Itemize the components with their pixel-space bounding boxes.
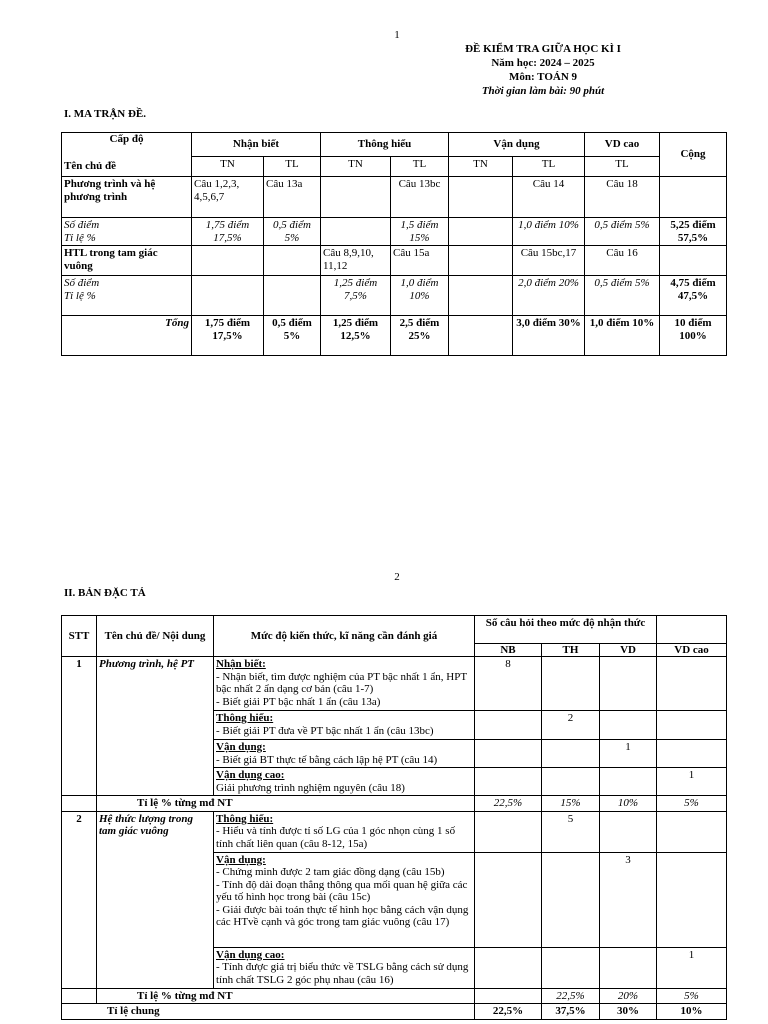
matrix-header-cong: Cộng xyxy=(660,133,727,177)
section-spec-title: II. BẢN ĐẶC TẢ xyxy=(64,587,146,599)
spec-header-count: Số câu hỏi theo mức độ nhận thức xyxy=(475,616,657,644)
matrix-score-label-2 xyxy=(62,276,192,316)
matrix-cell: Câu 8,9,10, 11,12 xyxy=(321,246,391,276)
spec-cell xyxy=(475,947,542,988)
spec-total: 22,5% xyxy=(475,1004,542,1020)
exam-title: ĐỀ KIỂM TRA GIỮA HỌC KÌ I xyxy=(465,43,621,55)
matrix-cell xyxy=(321,177,391,218)
matrix-total-grand: 10 điểm 100% xyxy=(660,316,727,356)
page-number-2: 2 xyxy=(394,571,400,583)
spec-ratio-label-1: Tỉ lệ % từng mđ NT xyxy=(97,796,475,812)
spec-level-nb-1 xyxy=(214,657,475,711)
spec-cell xyxy=(542,947,600,988)
level-line: - Biết giải PT đưa về PT bậc nhất 1 ẩn (câu 13bc) xyxy=(216,724,434,737)
matrix-score: 0,5 điểm 5% xyxy=(585,276,660,316)
matrix-cell: Câu 18 xyxy=(585,177,660,218)
spec-stt-1: 1 xyxy=(62,657,97,796)
spec-cell xyxy=(600,768,657,796)
matrix-header-vdc: VD cao xyxy=(585,133,660,157)
spec-cell xyxy=(542,852,600,947)
matrix-score: 1,0 điểm 10% xyxy=(391,276,449,316)
spec-ratio: 22,5% xyxy=(542,988,600,1004)
spec-level-vd-1 xyxy=(214,740,475,768)
spec-header-blank xyxy=(657,616,727,644)
matrix-sub-tn: TN xyxy=(321,157,391,177)
spec-count: 5 xyxy=(542,811,600,852)
spec-cell xyxy=(657,811,727,852)
matrix-cell xyxy=(192,246,264,276)
matrix-sub-tn: TN xyxy=(449,157,513,177)
matrix-total: 0,5 điểm 5% xyxy=(264,316,321,356)
spec-cell xyxy=(542,768,600,796)
spec-cell xyxy=(475,811,542,852)
spec-cell xyxy=(475,740,542,768)
spec-stt-2: 2 xyxy=(62,811,97,988)
level-title: Thông hiểu: xyxy=(216,712,274,724)
spec-cell xyxy=(600,657,657,711)
level-line: - Chứng minh được 2 tam giác đồng dạng (câu 15b) xyxy=(216,866,445,878)
spec-cell xyxy=(657,740,727,768)
matrix-score-label-1 xyxy=(62,218,192,246)
spec-cell xyxy=(600,811,657,852)
matrix-cell xyxy=(264,246,321,276)
spec-count: 1 xyxy=(657,947,727,988)
level-line: - Hiểu và tính được tỉ số LG của 1 góc nhọn cùng 1 số tính chất liên quan (câu 8-12, 15a) xyxy=(216,825,456,850)
spec-level-th-1 xyxy=(214,711,475,740)
level-title: Vận dụng cao: xyxy=(216,769,285,781)
spec-ratio: 15% xyxy=(542,796,600,812)
spec-level-vdc-2 xyxy=(214,947,475,988)
matrix-cell: Câu 13bc xyxy=(391,177,449,218)
matrix-cell xyxy=(660,177,727,218)
spec-topic-1: Phương trình, hệ PT xyxy=(97,657,214,796)
matrix-header-nb: Nhận biết xyxy=(192,133,321,157)
spec-cell xyxy=(600,711,657,740)
level-title: Nhận biết: xyxy=(216,658,266,670)
matrix-cell: Câu 16 xyxy=(585,246,660,276)
matrix-topic-2: HTL trong tam giác vuông xyxy=(62,246,192,276)
matrix-cell: Câu 14 xyxy=(513,177,585,218)
ratio-label: Tỉ lệ % xyxy=(64,289,96,302)
matrix-header-vd: Vận dụng xyxy=(449,133,585,157)
matrix-cell xyxy=(449,177,513,218)
matrix-header-level: Cấp độ xyxy=(109,133,144,145)
spec-ratio: 5% xyxy=(657,796,727,812)
spec-level-th-2 xyxy=(214,811,475,852)
spec-header-stt: STT xyxy=(62,616,97,657)
matrix-score: 1,5 điểm 15% xyxy=(391,218,449,246)
matrix-score: 2,0 điểm 20% xyxy=(513,276,585,316)
matrix-sub-tn: TN xyxy=(192,157,264,177)
spec-table xyxy=(61,615,727,1020)
spec-cell xyxy=(657,852,727,947)
matrix-cell xyxy=(449,246,513,276)
level-title: Vận dụng cao: xyxy=(216,948,285,961)
matrix-table xyxy=(61,132,727,356)
matrix-total-label: Tổng xyxy=(62,316,192,356)
matrix-cell xyxy=(321,218,391,246)
spec-cell xyxy=(542,657,600,711)
matrix-cell xyxy=(449,218,513,246)
matrix-sub-tl: TL xyxy=(391,157,449,177)
exam-subject: Môn: TOÁN 9 xyxy=(508,71,578,83)
matrix-sub-tl: TL xyxy=(264,157,321,177)
exam-time: Thời gian làm bài: 90 phút xyxy=(481,85,605,97)
level-title: Vận dụng: xyxy=(216,741,266,753)
matrix-cell: Câu 13a xyxy=(264,177,321,218)
level-line: - Biết giả BT thực tế bằng cách lập hệ PT (câu 14) xyxy=(216,753,438,766)
spec-total-label: Tỉ lệ chung xyxy=(62,1004,475,1020)
spec-cell xyxy=(542,740,600,768)
matrix-cell xyxy=(192,276,264,316)
matrix-score: 0,5 điểm 5% xyxy=(264,218,321,246)
level-title: Vận dụng: xyxy=(216,853,266,866)
matrix-score: 1,0 điểm 10% xyxy=(513,218,585,246)
matrix-score: 0,5 điểm 5% xyxy=(585,218,660,246)
level-line: - Tính độ dài đoạn thẳng thông qua mối quan hệ giữa các yếu tố hình học trong bài (câu 15c) xyxy=(216,878,468,903)
matrix-cell xyxy=(449,316,513,356)
level-line: - Biết giải PT bậc nhất 1 ẩn (câu 13a) xyxy=(216,695,381,708)
spec-cell xyxy=(62,988,97,1004)
spec-total: 37,5% xyxy=(542,1004,600,1020)
matrix-cell: Câu 15a xyxy=(391,246,449,276)
spec-ratio: 5% xyxy=(657,988,727,1004)
matrix-total: 2,5 điểm 25% xyxy=(391,316,449,356)
matrix-cell: Câu 15bc,17 xyxy=(513,246,585,276)
matrix-cell xyxy=(449,276,513,316)
spec-count: 1 xyxy=(657,768,727,796)
spec-header-topic: Tên chủ đề/ Nội dung xyxy=(97,616,214,657)
matrix-score-total: 5,25 điểm 57,5% xyxy=(660,218,727,246)
spec-cell xyxy=(657,711,727,740)
spec-header-th: TH xyxy=(542,644,600,657)
spec-total: 10% xyxy=(657,1004,727,1020)
spec-cell xyxy=(475,852,542,947)
spec-header-level: Mức độ kiến thức, kĩ năng cần đánh giá xyxy=(214,616,475,657)
level-line: - Tính được giá trị biểu thức về TSLG bằng cách sử dụng tính chất TSLG 2 góc phụ nhau (câu 16) xyxy=(216,961,469,986)
ratio-label: Tỉ lệ % xyxy=(64,231,96,244)
spec-topic-2: Hệ thức lượng trong tam giác vuông xyxy=(97,811,214,988)
spec-count: 2 xyxy=(542,711,600,740)
matrix-cell xyxy=(660,246,727,276)
matrix-sub-tl: TL xyxy=(513,157,585,177)
spec-header-nb: NB xyxy=(475,644,542,657)
matrix-header-topic: Tên chủ đề xyxy=(64,160,116,172)
exam-year: Năm học: 2024 – 2025 xyxy=(491,57,595,69)
matrix-score-total: 4,75 điểm 47,5% xyxy=(660,276,727,316)
spec-ratio: 20% xyxy=(600,988,657,1004)
spec-level-vdc-1 xyxy=(214,768,475,796)
spec-cell xyxy=(657,657,727,711)
spec-cell xyxy=(475,711,542,740)
matrix-total: 3,0 điểm 30% xyxy=(513,316,585,356)
level-line: - Nhận biết, tìm được nghiệm của PT bậc nhất 1 ẩn, HPT bậc nhất 2 ẩn dạng cơ bản (câu 1-7) xyxy=(216,670,467,695)
matrix-corner-cell xyxy=(62,133,192,177)
spec-cell xyxy=(475,768,542,796)
matrix-sub-tl: TL xyxy=(585,157,660,177)
spec-cell xyxy=(62,796,97,812)
level-title: Thông hiểu: xyxy=(216,812,274,825)
spec-level-vd-2 xyxy=(214,852,475,947)
score-label: Số điểm xyxy=(64,219,100,231)
spec-count: 8 xyxy=(475,657,542,711)
matrix-score: 1,75 điểm 17,5% xyxy=(192,218,264,246)
spec-count: 3 xyxy=(600,852,657,947)
level-line: Giải phương trình nghiệm nguyên (câu 18) xyxy=(216,781,405,794)
matrix-total: 1,25 điểm 12,5% xyxy=(321,316,391,356)
spec-ratio: 10% xyxy=(600,796,657,812)
matrix-cell xyxy=(264,276,321,316)
spec-cell xyxy=(475,988,542,1004)
matrix-cell: Câu 1,2,3, 4,5,6,7 xyxy=(192,177,264,218)
score-label: Số điểm xyxy=(64,277,100,289)
spec-cell xyxy=(600,947,657,988)
matrix-header-th: Thông hiểu xyxy=(321,133,449,157)
spec-ratio: 22,5% xyxy=(475,796,542,812)
spec-total: 30% xyxy=(600,1004,657,1020)
page-number-1: 1 xyxy=(394,29,400,41)
spec-ratio-label-2: Tỉ lệ % từng mđ NT xyxy=(97,988,475,1004)
matrix-topic-1: Phương trình và hệ phương trình xyxy=(62,177,192,218)
matrix-total: 1,0 điểm 10% xyxy=(585,316,660,356)
matrix-score: 1,25 điểm 7,5% xyxy=(321,276,391,316)
section-matrix-title: I. MA TRẬN ĐỀ. xyxy=(64,108,147,120)
matrix-total: 1,75 điểm 17,5% xyxy=(192,316,264,356)
spec-header-vd: VD xyxy=(600,644,657,657)
spec-header-vdc: VD cao xyxy=(657,644,727,657)
level-line: - Giải được bài toán thực tế hình học bằng cách vận dụng các HTvề cạnh và góc trong tam giác vuông (câu 17) xyxy=(216,903,469,928)
spec-count: 1 xyxy=(600,740,657,768)
